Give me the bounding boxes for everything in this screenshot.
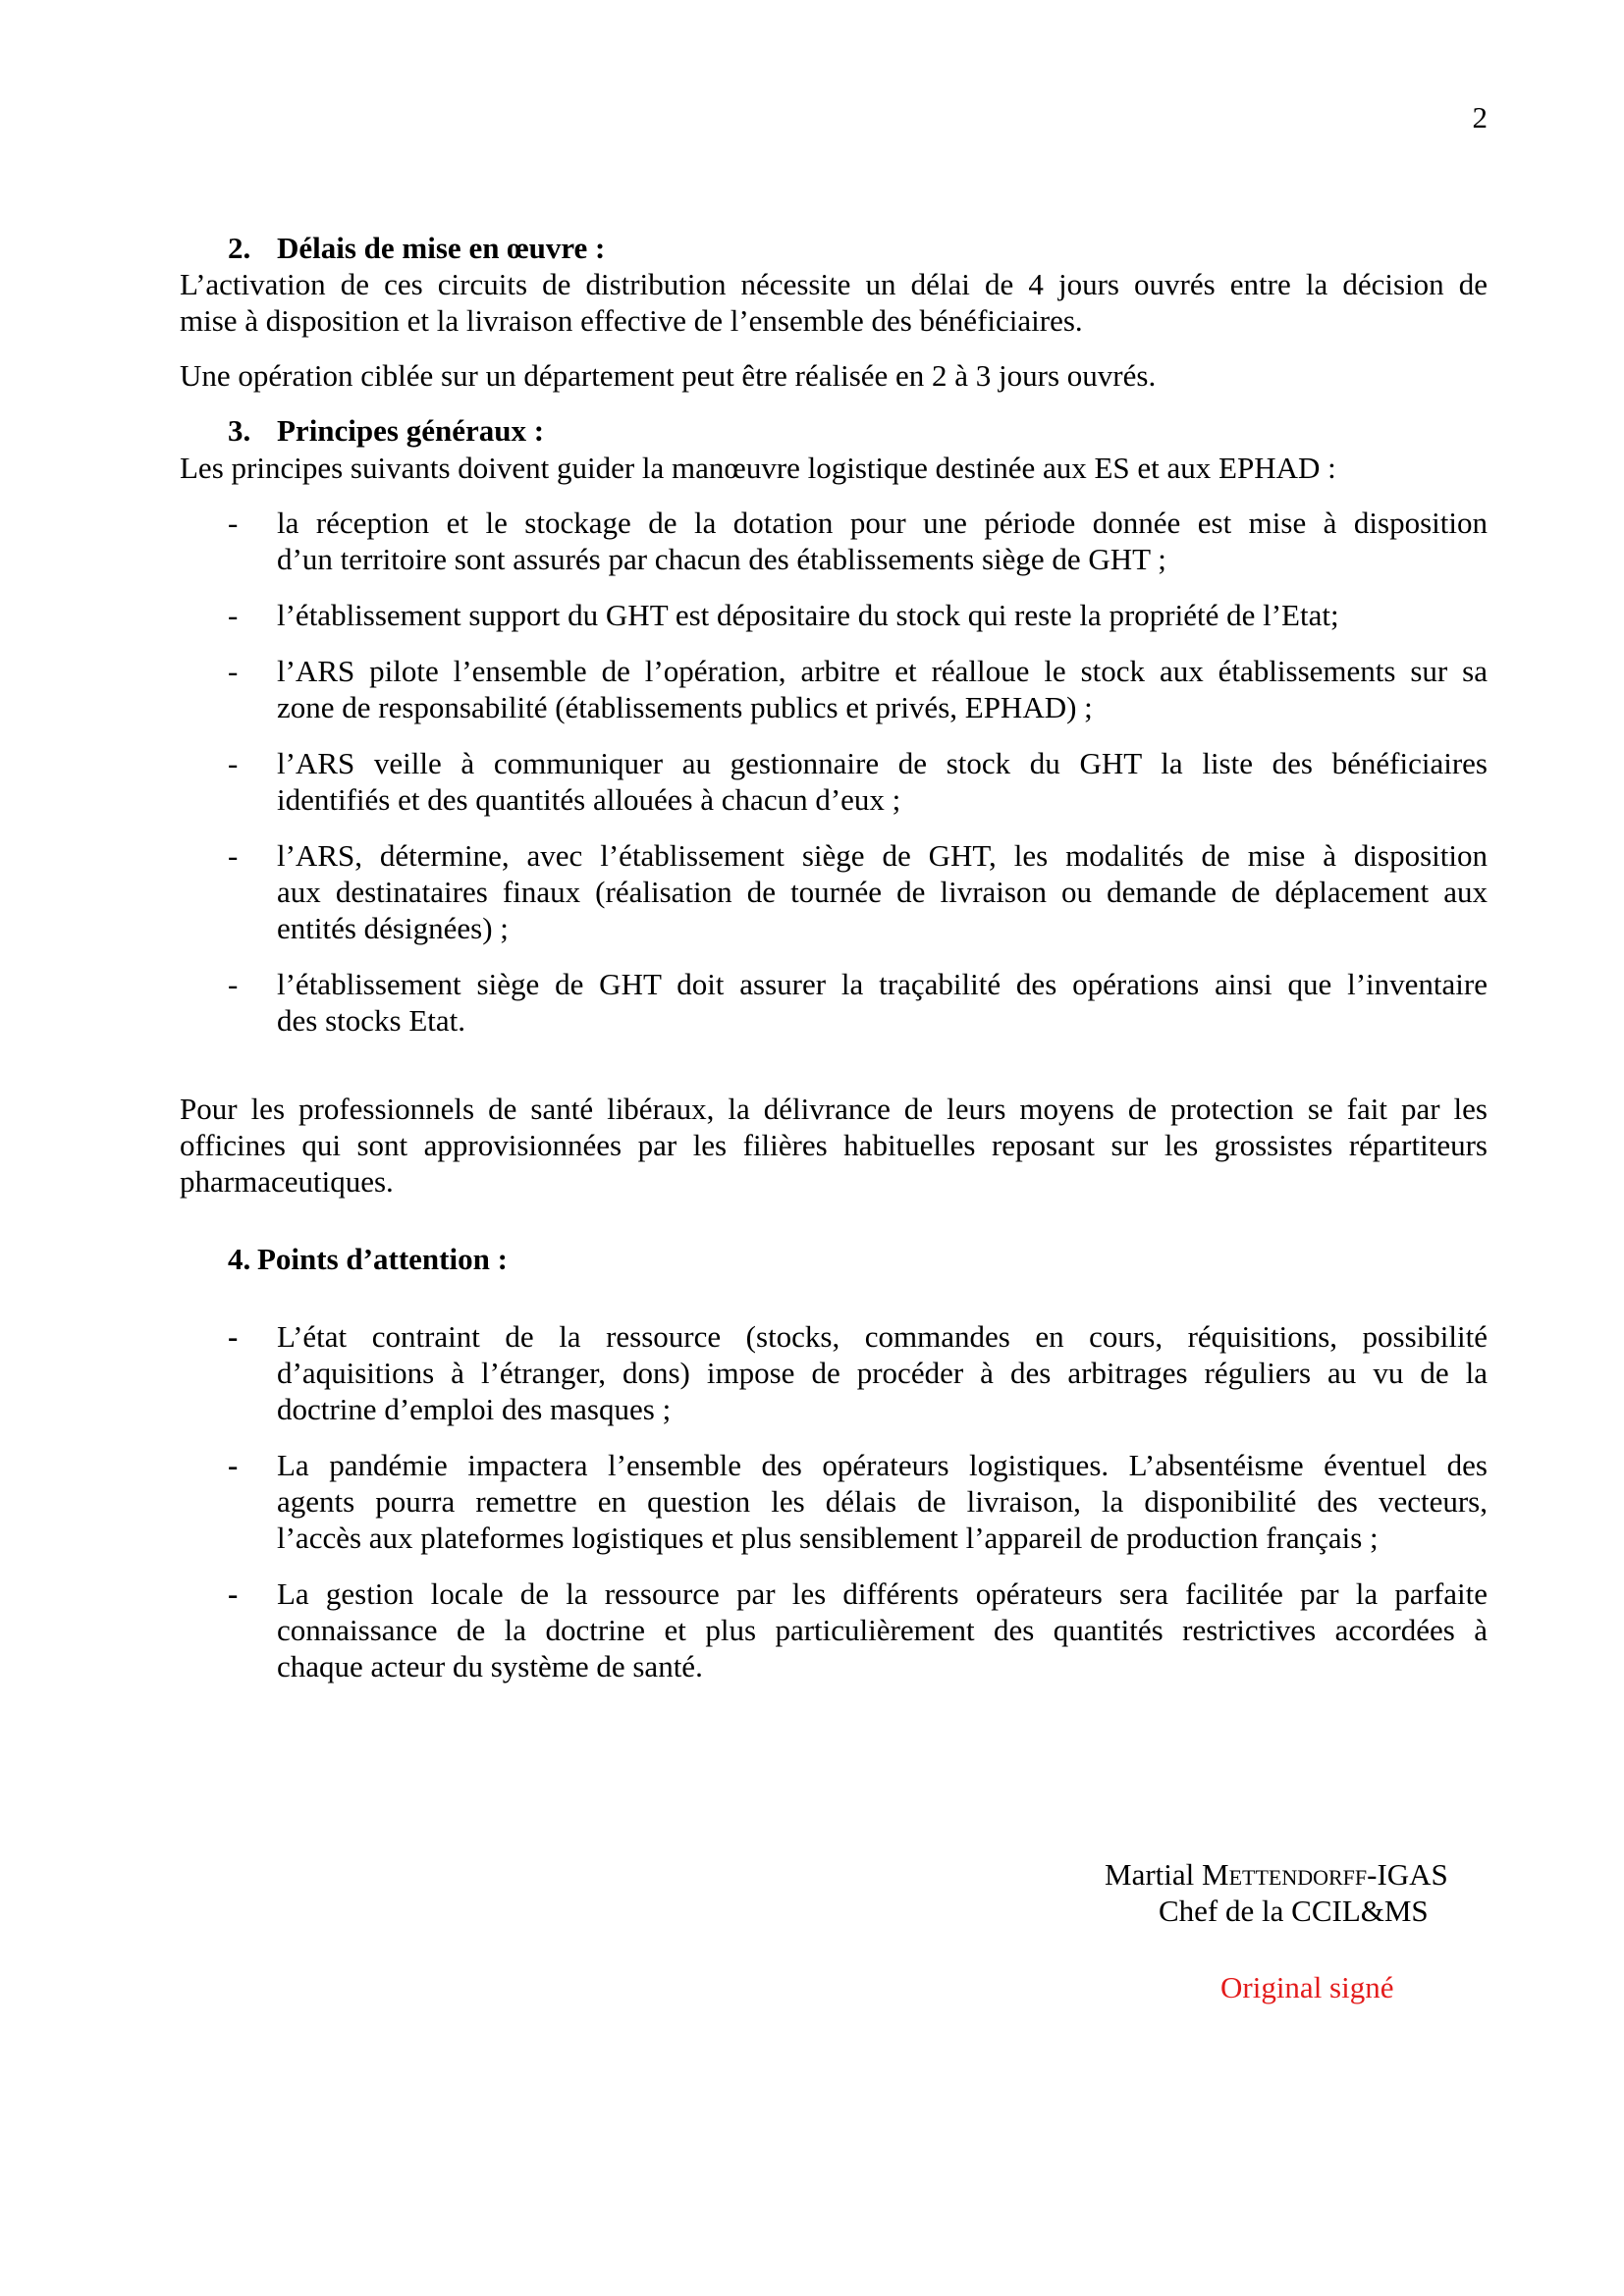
bullet-dash: - — [228, 598, 239, 632]
paragraph-line: L’activation de ces circuits de distribution nécessite un délai de 4 jours ouvrés entre la décision de — [180, 267, 1488, 301]
list-item-line: La gestion locale de la ressource par les différents opérateurs sera facilitée par la parfaite — [277, 1576, 1488, 1611]
section-2-number: 2. — [228, 231, 251, 265]
bullet-dash: - — [228, 746, 239, 780]
section-3-number: 3. — [228, 413, 251, 448]
bullet-dash: - — [228, 1576, 239, 1611]
list-item-line: connaissance de la doctrine et plus particulièrement des quantités restrictives accordées à — [277, 1613, 1488, 1647]
bullet-dash: - — [228, 506, 239, 540]
list-item-line: des stocks Etat. — [277, 1003, 465, 1038]
signatory-suffix: -IGAS — [1367, 1857, 1448, 1892]
list-item-line: d’un territoire sont assurés par chacun des établissements siège de GHT ; — [277, 542, 1166, 576]
section-2-title: Délais de mise en œuvre : — [277, 231, 606, 265]
list-item-line: l’ARS pilote l’ensemble de l’opération, arbitre et réalloue le stock aux établissements sur sa — [277, 654, 1488, 688]
list-item-line: la réception et le stockage de la dotation pour une période donnée est mise à disposition — [277, 506, 1488, 540]
section-3-intro: Les principes suivants doivent guider la manœuvre logistique destinée aux ES et aux EPHAD : — [180, 451, 1336, 485]
page-number: 2 — [1472, 100, 1488, 134]
list-item-line: l’établissement siège de GHT doit assurer la traçabilité des opérations ainsi que l’inventaire — [277, 967, 1488, 1001]
paragraph-line: mise à disposition et la livraison effective de l’ensemble des bénéficiaires. — [180, 303, 1083, 338]
bullet-dash: - — [228, 654, 239, 688]
signatory-last-name: Mettendorff — [1202, 1857, 1368, 1892]
list-item-line: aux destinataires finaux (réalisation de tournée de livraison ou demande de déplacement aux — [277, 875, 1488, 909]
signatory-name — [1105, 1856, 1448, 1893]
list-item-line: l’accès aux plateformes logistiques et plus sensiblement l’appareil de production français ; — [277, 1521, 1379, 1555]
list-item-line: doctrine d’emploi des masques ; — [277, 1392, 672, 1426]
paragraph-line: pharmaceutiques. — [180, 1164, 394, 1199]
signed-status: Original signé — [1220, 1970, 1394, 2004]
section-3-title: Principes généraux : — [277, 413, 545, 448]
list-item-line: l’ARS, détermine, avec l’établissement siège de GHT, les modalités de mise à disposition — [277, 838, 1488, 873]
list-item-line: zone de responsabilité (établissements publics et privés, EPHAD) ; — [277, 690, 1093, 724]
paragraph-line: Une opération ciblée sur un département peut être réalisée en 2 à 3 jours ouvrés. — [180, 358, 1157, 393]
signatory-role: Chef de la CCIL&MS — [1159, 1894, 1429, 1928]
list-item-line: entités désignées) ; — [277, 911, 509, 945]
list-item-line: l’ARS veille à communiquer au gestionnaire de stock du GHT la liste des bénéficiaires — [277, 746, 1488, 780]
list-item-line: La pandémie impactera l’ensemble des opérateurs logistiques. L’absentéisme éventuel des — [277, 1448, 1488, 1482]
bullet-dash: - — [228, 1448, 239, 1482]
list-item-line: l’établissement support du GHT est dépositaire du stock qui reste la propriété de l’Etat; — [277, 598, 1339, 632]
paragraph-line: Pour les professionnels de santé libéraux, la délivrance de leurs moyens de protection se fait par les — [180, 1092, 1488, 1126]
list-item-line: d’aquisitions à l’étranger, dons) impose de procéder à des arbitrages réguliers au vu de la — [277, 1356, 1488, 1390]
list-item-line: L’état contraint de la ressource (stocks, commandes en cours, réquisitions, possibilité — [277, 1319, 1488, 1354]
signatory-first-name: Martial — [1105, 1857, 1195, 1892]
section-4-number: 4. — [228, 1242, 251, 1276]
bullet-dash: - — [228, 1319, 239, 1354]
section-4-title: Points d’attention : — [257, 1242, 508, 1276]
list-item-line: identifiés et des quantités allouées à chacun d’eux ; — [277, 782, 901, 817]
list-item-line: chaque acteur du système de santé. — [277, 1649, 703, 1683]
bullet-dash: - — [228, 967, 239, 1001]
list-item-line: agents pourra remettre en question les délais de livraison, la disponibilité des vecteurs, — [277, 1484, 1488, 1519]
bullet-dash: - — [228, 838, 239, 873]
paragraph-line: officines qui sont approvisionnées par les filières habituelles reposant sur les grossistes répartiteurs — [180, 1128, 1488, 1162]
